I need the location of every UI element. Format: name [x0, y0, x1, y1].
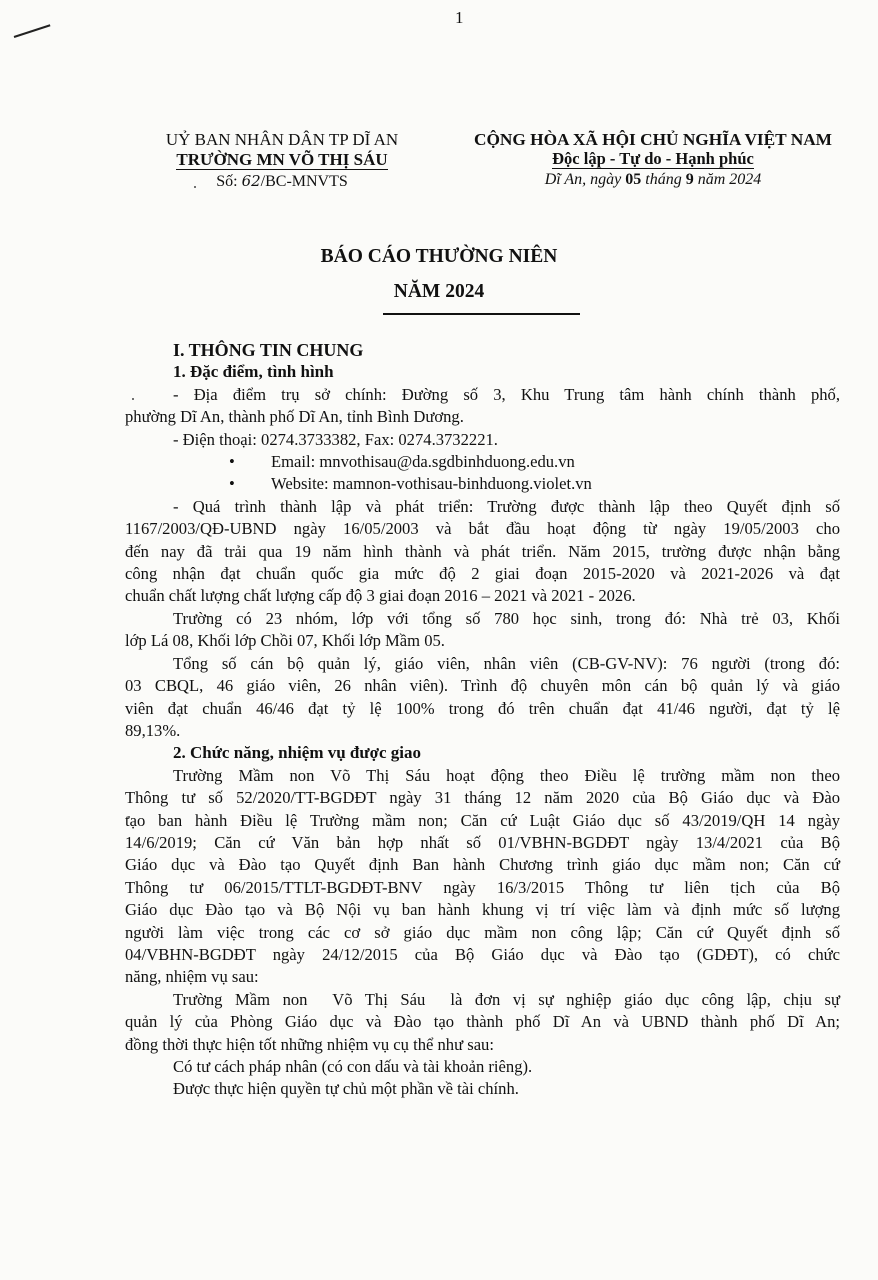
legal-basis-line: năng, nhiệm vụ sau: — [125, 967, 259, 987]
document-reference — [152, 171, 412, 192]
legal-basis-line: người làm việc trong các cơ sở giáo dục mầm non công lập; Căn cứ Quyết định số — [125, 922, 840, 942]
date-day: 05 — [625, 171, 642, 188]
status-line: Trường Mầm non Võ Thị Sáu là đơn vị sự nghiệp giáo dục công lập, chịu sự — [173, 989, 840, 1009]
school-name — [176, 150, 387, 170]
legal-basis-line: 14/6/2019; Căn cứ Văn bản hợp nhất số 01/VBHN-BGDĐT ngày 13/4/2021 của Bộ — [125, 832, 840, 852]
contact-bullet — [125, 451, 840, 473]
document-date — [446, 170, 860, 190]
staff-line: viên đạt chuẩn 46/46 đạt tỷ lệ 100% trong đó trên chuẩn đạt 41/46 người, đạt tỷ lệ — [125, 698, 840, 718]
report-year: NĂM 2024 — [393, 281, 485, 302]
section-heading: I. THÔNG TIN CHUNG — [173, 340, 364, 360]
staff-line: 89,13%. — [125, 720, 181, 740]
address-line: - Địa điểm trụ sở chính: Đường số 3, Khu Trung tâm hành chính thành phố, — [173, 384, 840, 404]
bullet-dot: • — [229, 474, 235, 494]
national-motto: Độc lập - Tự do - Hạnh phúc — [552, 149, 754, 168]
date-month-label: tháng — [641, 171, 686, 188]
history-line: đến nay đã trải qua 19 năm hình thành và phát triển. Năm 2015, trường được nhận bằng — [125, 541, 840, 561]
phone-fax-line: - Điện thoại: 0274.3733382, Fax: 0274.3732221. — [173, 429, 498, 449]
status-line: quản lý của Phòng Giáo dục và Đào tạo thành phố Dĩ An và UBND thành phố Dĩ An; — [125, 1012, 840, 1032]
ref-suffix: /BC-MNVTS — [260, 173, 348, 190]
issuer-block — [152, 130, 412, 192]
website-text: Website: mamnon-vothisau-binhduong.violet.vn — [271, 474, 592, 494]
legal-basis-line: tạo ban hành Điều lệ Trường mầm non; Căn cứ Luật Giáo dục số 43/2019/QH 14 ngày — [125, 810, 840, 830]
duty-item: Được thực hiện quyền tự chủ một phần về tài chính. — [173, 1079, 519, 1099]
duty-item: Có tư cách pháp nhân (có con dấu và tài khoản riêng). — [173, 1057, 533, 1076]
history-line: công nhận đạt chuẩn quốc gia mức độ 2 giai đoạn 2015-2020 và 2021-2026 và đạt — [125, 564, 840, 584]
date-year: năm 2024 — [693, 171, 762, 188]
pen-stroke-mark — [14, 24, 51, 38]
bullet-dot: • — [229, 452, 235, 472]
history-line: - Quá trình thành lập và phát triển: Trường được thành lập theo Quyết định số — [173, 496, 840, 516]
classes-line: lớp Lá 08, Khối lớp Chồi 07, Khối lớp Mầm 05. — [125, 631, 445, 651]
legal-basis-line: Thông tư số 52/2020/TT-BGDĐT ngày 31 tháng 12 năm 2020 của Bộ Giáo dục và Đào — [125, 788, 840, 808]
school-name-text: TRƯỜNG MN VÕ THỊ SÁU — [176, 150, 388, 169]
legal-basis-line: Giáo dục và Đào tạo Quyết định Ban hành Chương trình giáo dục mầm non; Căn cứ — [125, 855, 840, 875]
legal-basis-line: 04/VBHN-BGDĐT ngày 24/12/2015 của Bộ Giáo dục và Đào tạo (GDĐT), có chức — [125, 944, 840, 964]
subsection-heading: 2. Chức năng, nhiệm vụ được giao — [173, 743, 422, 763]
date-month: 9 — [685, 171, 694, 188]
address-line: phường Dĩ An, thành phố Dĩ An, tỉnh Bình Dương. — [125, 407, 464, 427]
contact-bullet — [125, 473, 840, 495]
ref-prefix: Số: — [216, 173, 242, 190]
national-header — [446, 130, 860, 190]
document-body — [125, 339, 840, 1101]
page-number: 1 — [455, 8, 464, 27]
national-title: CỘNG HÒA XÃ HỘI CHỦ NGHĨA VIỆT NAM — [474, 130, 832, 149]
staff-line: 03 CBQL, 46 giáo viên, 26 nhân viên). Trình độ chuyên môn cán bộ quản lý và giáo — [125, 676, 840, 696]
date-place: Dĩ An, ngày — [544, 171, 626, 188]
issuing-agency: UỶ BAN NHÂN DÂN TP DĨ AN — [165, 130, 399, 149]
legal-basis-line: Giáo dục Đào tạo và Bộ Nội vụ ban hành khung vị trí việc làm và định mức số lượng — [125, 900, 840, 920]
subsection-heading: 1. Đặc điểm, tình hình — [173, 362, 334, 382]
staff-line: Tổng số cán bộ quản lý, giáo viên, nhân viên (CB-GV-NV): 76 người (trong đó: — [173, 653, 840, 673]
history-line: 1167/2003/QĐ-UBND ngày 16/05/2003 và bắt đầu hoạt động từ ngày 19/05/2003 cho — [125, 519, 840, 539]
status-line: đồng thời thực hiện tốt những nhiệm vụ cụ thể như sau: — [125, 1034, 494, 1054]
title-underline — [383, 313, 580, 315]
email-text: Email: mnvothisau@da.sgdbinhduong.edu.vn — [271, 452, 575, 472]
history-line: chuẩn chất lượng chất lượng cấp độ 3 giai đoạn 2016 – 2021 và 2021 - 2026. — [125, 586, 636, 606]
report-title: BÁO CÁO THƯỜNG NIÊN — [320, 246, 558, 267]
legal-basis-line: Thông tư 06/2015/TTLT-BGDĐT-BNV ngày 16/3/2015 Thông tư liên tịch của Bộ — [125, 877, 840, 897]
ref-number: 62 — [241, 172, 261, 190]
classes-line: Trường có 23 nhóm, lớp với tổng số 780 học sinh, trong đó: Nhà trẻ 03, Khối — [173, 608, 840, 628]
legal-basis-line: Trường Mầm non Võ Thị Sáu hoạt động theo Điều lệ trường mầm non theo — [173, 765, 840, 785]
